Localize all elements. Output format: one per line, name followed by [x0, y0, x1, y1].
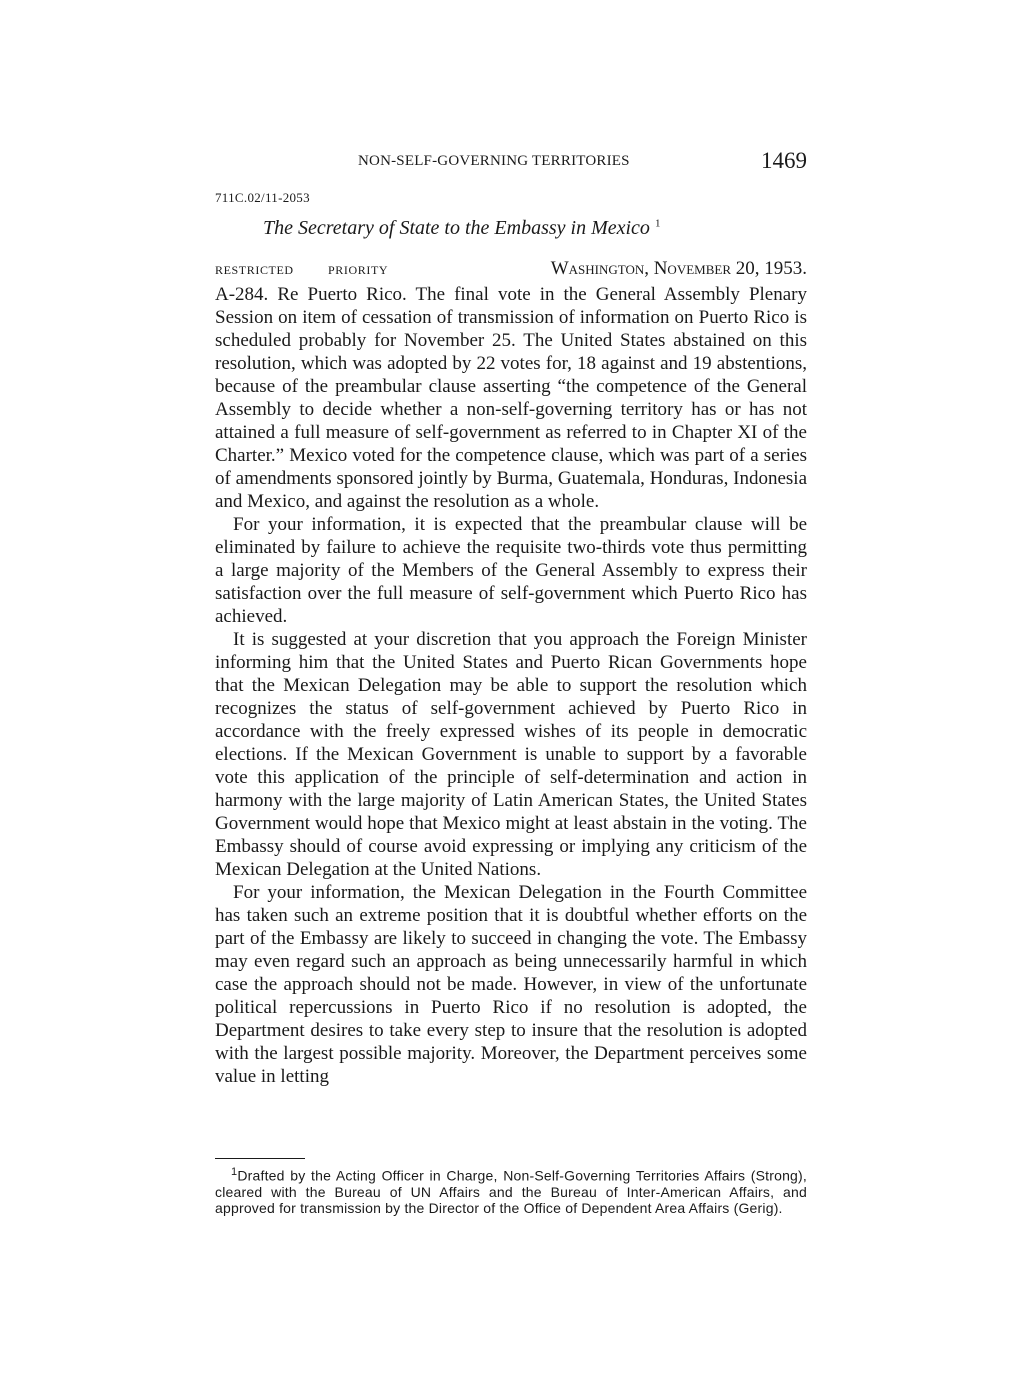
page-number: 1469 — [761, 148, 807, 173]
file-reference: 711C.02/11-2053 — [215, 190, 310, 205]
letter-body — [215, 283, 807, 1088]
running-head: NON-SELF-GOVERNING TERRITORIES — [358, 153, 630, 169]
page-header — [215, 148, 807, 180]
document-title — [263, 217, 660, 240]
paragraph: For your information, the Mexican Delegation in the Fourth Committee has taken such an extreme position that it is doubtful whether efforts on the part of the Embassy are likely to succeed in changing the vote. The Embassy may even regard such an approach as being unnecessarily harmful in which case the approach should not be made. However, in view of the unfortunate political repercussions in Puerto Rico if no resolution is adopted, the Department desires to take every step to insure that the resolution is adopted with the largest possible majority. Moreover, the Department perceives some value in letting — [215, 882, 807, 1087]
precedence-label: PRIORITY — [328, 263, 389, 277]
document-title-text: The Secretary of State to the Embassy in Mexico — [263, 217, 650, 239]
footnote — [215, 1164, 807, 1216]
footnote-text: Drafted by the Acting Officer in Charge, Non-Self-Governing Territories Affairs (Strong), cleared with the Bureau of UN Affairs and the Bureau of Inter-American Affairs, and approved for transmission by the Director of the Office of Dependent Area Affairs (Gerig). — [215, 1167, 807, 1216]
classification-label: RESTRICTED — [215, 263, 294, 277]
place-date: Washington, November 20, 1953. — [550, 258, 807, 279]
footnote-number: 1 — [231, 1166, 238, 1178]
paragraph: For your information, it is expected that the preambular clause will be eliminated by failure to achieve the requisite two-thirds vote thus permitting a large majority of the Members of the General Assembly to express their satisfaction over the full measure of self-government which Puerto Rico has achieved. — [215, 514, 807, 627]
paragraph: A-284. Re Puerto Rico. The final vote in the General Assembly Plenary Session on item of cessation of transmission of information on Puerto Rico is scheduled probably for November 25. The United States abstained on this resolution, which was adopted by 22 votes for, 18 against and 19 abstentions, because of the preambular clause asserting “the competence of the General Assembly to decide whether a non-self-governing territory has or has not attained a full measure of self-government as referred to in Chapter XI of the Charter.” Mexico voted for the competence clause, which was part of a series of amendments sponsored jointly by Burma, Guatemala, Honduras, Indonesia and Mexico, and against the resolution as a whole. — [215, 284, 807, 512]
dateline — [215, 258, 807, 282]
footnote-divider — [215, 1158, 305, 1159]
footnote-marker: 1 — [654, 217, 661, 230]
paragraph: It is suggested at your discretion that you approach the Foreign Minister informing him that the United States and Puerto Rican Governments hope that the Mexican Delegation may be able to support the resolution which recognizes the status of self-government achieved by Puerto Rico in accordance with the freely expressed wishes of its people in democratic elections. If the Mexican Government is unable to support by a favorable vote this application of the principle of self-determination and action in harmony with the large majority of Latin American States, the United States Government would hope that Mexico might at least abstain in the voting. The Embassy should of course avoid expressing or implying any criticism of the Mexican Delegation at the United Nations. — [215, 629, 807, 880]
